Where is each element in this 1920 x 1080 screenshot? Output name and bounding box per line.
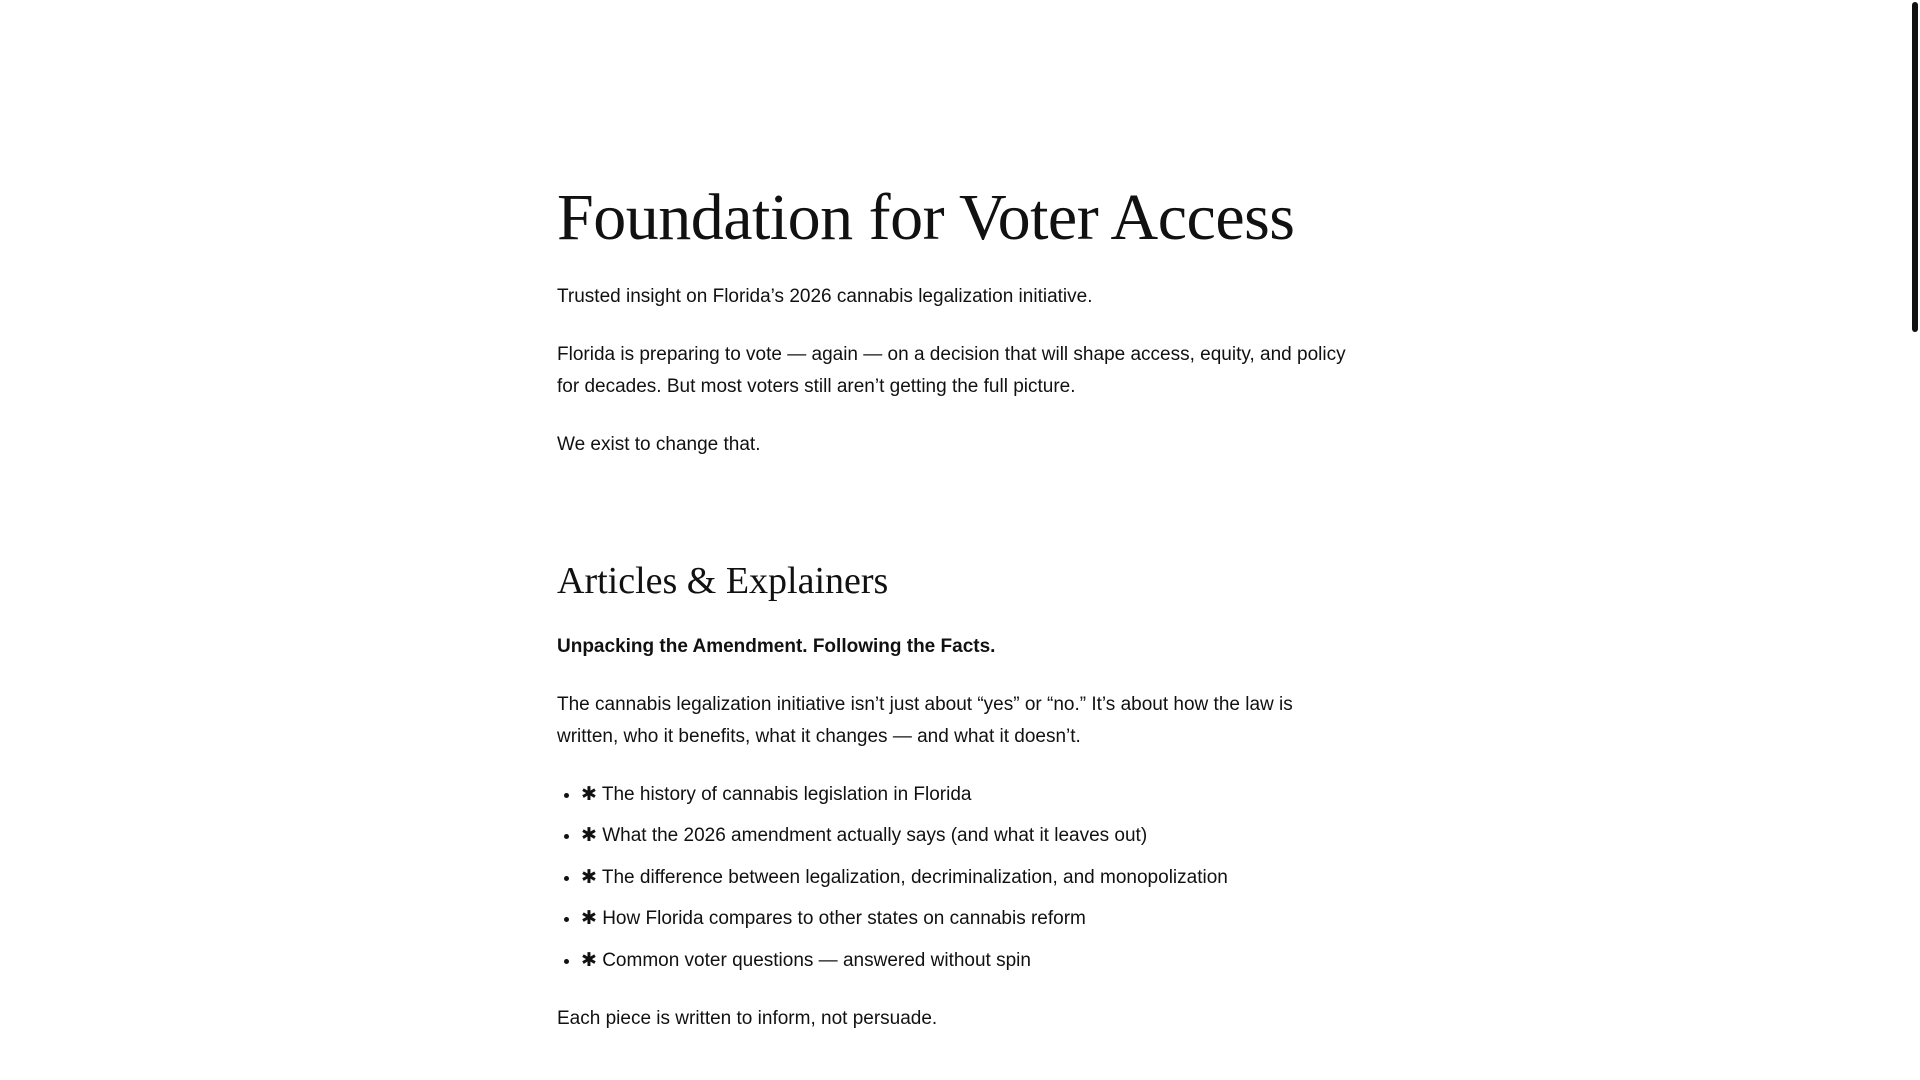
main-content: [557, 0, 1347, 1035]
list-item: • ✱ The difference between legalization, decriminalization, and monopolization: [581, 862, 1347, 894]
list-item: • ✱ What the 2026 amendment actually says (and what it leaves out): [581, 820, 1347, 852]
site-title: Foundation for Voter Access: [557, 181, 1295, 254]
articles-body: The cannabis legalization initiative isn’t just about “yes” or “no.” It’s about how the law is written, who it benefits, what it changes — and what it doesn’t.: [557, 693, 1293, 747]
list-item: • ✱ Common voter questions — answered without spin: [581, 945, 1347, 977]
topics-list: [557, 779, 1347, 977]
list-item: • ✱ How Florida compares to other states on cannabis reform: [581, 903, 1347, 935]
scrollbar[interactable]: [1910, 0, 1920, 1080]
articles-heading: Articles & Explainers: [557, 560, 889, 602]
intro-paragraph: Florida is preparing to vote — again — on a decision that will shape access, equity, and policy for decades. But most voters still aren’t getting the full picture.: [557, 344, 1346, 397]
mission-statement: We exist to change that.: [557, 434, 761, 455]
closing-statement: Each piece is written to inform, not persuade.: [557, 1007, 938, 1029]
scrollbar-thumb[interactable]: [1912, 2, 1918, 332]
tagline: Trusted insight on Florida’s 2026 cannabis legalization initiative.: [557, 286, 1093, 307]
list-item: • ✱ The history of cannabis legislation in Florida: [581, 779, 1347, 811]
articles-subhead: Unpacking the Amendment. Following the Facts.: [557, 635, 996, 657]
